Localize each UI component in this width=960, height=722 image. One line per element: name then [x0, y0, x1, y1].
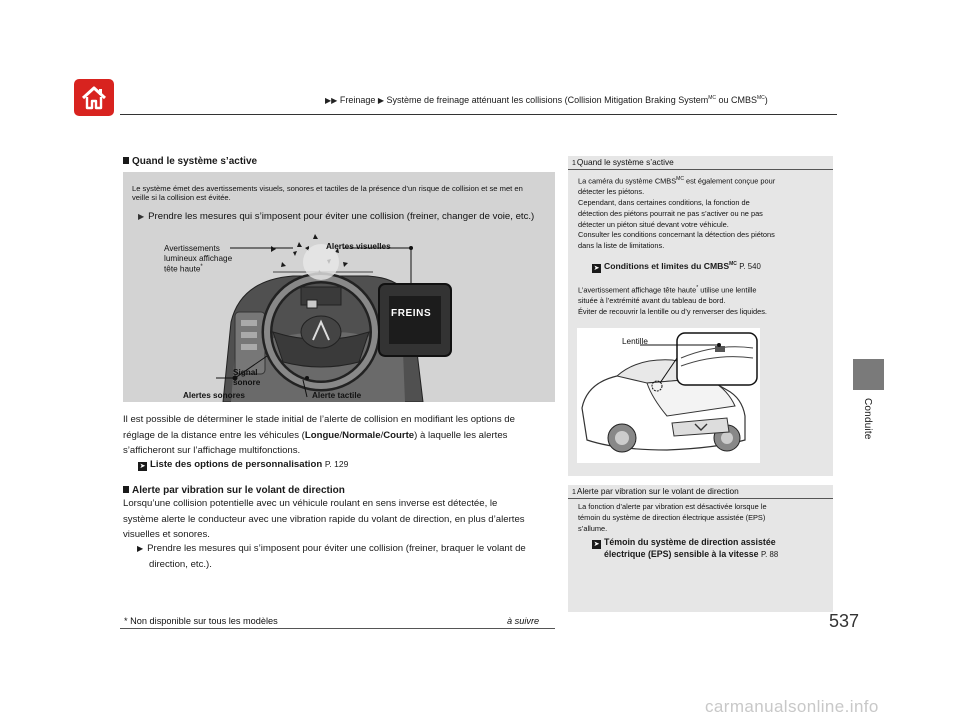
chapter-tab-label: Conduite — [862, 398, 873, 440]
footnote — [124, 616, 278, 626]
option-normale: Normale — [342, 429, 381, 441]
note-line: détecter un piéton situé devant votre véhicule. — [578, 219, 729, 229]
square-bullet-icon — [123, 157, 129, 164]
xref-arrow-icon: ➤ — [593, 541, 600, 548]
note-line: Cependant, dans certaines conditions, la fonction de — [578, 198, 750, 208]
continued-label: à suivre — [507, 616, 540, 626]
note-text: est également conçue pour — [683, 176, 776, 186]
chapter-tab[interactable] — [853, 359, 884, 390]
note-text: La caméra du système CMBS — [578, 176, 677, 186]
xref-line — [592, 549, 778, 560]
xref-label: électrique (EPS) sensible à la vitesse — [604, 549, 759, 559]
text-line: s’afficheront sur l’affichage multifonctions. — [123, 445, 301, 457]
arrow-bullet-icon: ▶ — [137, 544, 144, 553]
xref-arrow-icon: ➤ — [139, 463, 146, 470]
note-text-block — [578, 174, 826, 252]
label-line: Avertissements — [164, 244, 220, 253]
note-line: située à l’extrémité avant du tableau de bord. — [578, 296, 726, 306]
trademark-sup: MC — [757, 95, 765, 101]
note-line — [578, 283, 826, 296]
text-line: Il est possible de déterminer le stade initial de l’alerte de collision en modifiant les options de — [123, 414, 515, 425]
footnote-text: Non disponible sur tous les modèles — [130, 616, 278, 626]
header-divider — [120, 114, 837, 115]
section-heading-vibration — [123, 485, 345, 496]
text-line: système alerte le conducteur avec une vibration rapide du volant de direction, en plus d’alertes — [123, 513, 525, 525]
freins-display-text: FREINS — [391, 308, 432, 319]
cockpit-drawing — [123, 172, 555, 402]
note-text: utilise une lentille — [698, 285, 757, 295]
footnote-star: * — [696, 285, 699, 291]
note-text: L’avertissement affichage tête haute — [578, 285, 697, 295]
note-line: Consulter les conditions concernant la détection des piétons — [578, 230, 775, 240]
breadcrumb-arrow-icon: ▶▶ — [325, 96, 338, 105]
note-number-icon: 1 — [572, 489, 576, 496]
note-line: s’allume. — [578, 523, 608, 533]
text-run: réglage de la distance entre les véhicules ( — [123, 429, 305, 441]
sidebar-note-vibration — [568, 485, 833, 612]
xref-line — [592, 537, 778, 549]
text-line: direction, etc.). — [149, 558, 212, 570]
note-heading — [568, 485, 833, 499]
text-line: Lorsqu’une collision potentielle avec un véhicule roulant en sens inverse est détectée, le — [123, 498, 498, 509]
footnote-star: * — [200, 264, 203, 270]
figure-bullet — [138, 210, 538, 223]
label-text: tête haute — [164, 264, 201, 274]
trademark-sup: MC — [729, 261, 737, 268]
text-line — [123, 428, 558, 444]
label-line: Signal — [233, 368, 258, 377]
xref-page: P. 540 — [739, 262, 761, 271]
label-sound-alerts: Alertes sonores — [183, 391, 245, 400]
figure-caption: Le système émet des avertissements visuels, sonores et tactiles de la présence d’un risque de collision et se met en veille si la collision est évitée. — [132, 184, 523, 202]
xref-page: P. 88 — [760, 550, 779, 559]
note-line: La fonction d’alerte par vibration est désactivée lorsque le — [578, 502, 767, 511]
option-courte: Courte — [383, 429, 415, 441]
breadcrumb-item-freinage[interactable]: Freinage — [339, 95, 376, 105]
footnote-star: * — [124, 616, 128, 626]
xref-label: Liste des options de personnalisation — [150, 459, 323, 470]
breadcrumb-text: ) — [764, 95, 768, 105]
breadcrumb-item-current — [387, 95, 768, 105]
note-line: détection des piétons pourrait ne pas s’activer ou ne pas — [578, 208, 763, 218]
note-text-block — [578, 283, 826, 318]
xref-page: P. 129 — [324, 459, 349, 469]
bullet-text: Prendre les mesures qui s’imposent pour éviter une collision (freiner, braquer le volant de — [147, 543, 526, 554]
xref-label: Conditions et limites du CMBS — [604, 261, 730, 271]
label-lens: Lentille — [622, 337, 648, 346]
xref-customization-list[interactable] — [138, 459, 348, 471]
note-line: dans la liste de limitations. — [578, 241, 665, 251]
note-line — [578, 174, 826, 187]
note-line: témoin du système de direction électrique assistée (EPS) — [578, 512, 766, 522]
watermark: carmanualsonline.info — [705, 697, 879, 716]
note-heading-text: Alerte par vibration sur le volant de direction — [576, 486, 739, 496]
breadcrumb-arrow-icon: ▶ — [377, 96, 385, 105]
option-longue: Longue — [304, 429, 340, 441]
footer-divider — [120, 628, 555, 629]
lens-illustration — [577, 328, 760, 463]
heading-text: Quand le système s’active — [132, 156, 258, 167]
label-tactile-alert: Alerte tactile — [312, 391, 362, 400]
breadcrumb — [325, 95, 768, 105]
note-number-icon: 1 — [572, 160, 576, 167]
xref-arrow-icon: ➤ — [593, 265, 600, 272]
trademark-sup: MC — [708, 95, 716, 101]
label-hud-warning — [164, 244, 232, 274]
section-heading-activation — [123, 156, 257, 167]
note-line: Éviter de recouvrir la lentille ou d’y renverser des liquides. — [578, 307, 767, 317]
text-run: ) à laquelle les alertes — [414, 429, 508, 441]
label-audible-signal — [233, 368, 260, 387]
figure-bullet-text: Prendre les mesures qui s’imposent pour éviter une collision (freiner, changer de voie, etc.) — [148, 211, 535, 222]
vehicle-drawing — [577, 328, 760, 463]
page-number: 537 — [829, 611, 860, 631]
warning-illustration — [123, 172, 555, 402]
trademark-sup: MC — [676, 176, 684, 182]
note-heading-text: Quand le système s’active — [576, 157, 674, 167]
section2-bullet — [137, 541, 562, 572]
breadcrumb-text: ou CMBS — [715, 95, 757, 105]
text-line — [137, 541, 562, 557]
note-heading — [568, 156, 833, 170]
label-line: lumineux affichage — [164, 253, 233, 263]
section1-paragraph — [123, 412, 558, 459]
text-run: / — [339, 429, 343, 441]
house-icon — [80, 85, 108, 111]
label-line: sonore — [233, 377, 261, 387]
section2-paragraph — [123, 496, 563, 543]
text-run: / — [380, 429, 384, 441]
arrow-bullet-icon: ▶ — [138, 212, 145, 221]
square-bullet-icon — [123, 486, 129, 493]
label-line — [164, 263, 232, 274]
note-text-block — [578, 502, 826, 534]
label-visual-alerts: Alertes visuelles — [326, 242, 391, 251]
xref-cmbs-limits[interactable] — [592, 261, 761, 273]
heading-text: Alerte par vibration sur le volant de direction — [132, 485, 345, 496]
breadcrumb-text: Système de freinage atténuant les collisions (Collision Mitigation Braking System — [386, 95, 709, 105]
xref-label: Témoin du système de direction assistée — [604, 537, 776, 547]
note-line: détecter les piétons. — [578, 187, 645, 197]
home-button[interactable] — [74, 79, 114, 116]
text-line: visuelles et sonores. — [123, 529, 210, 541]
xref-eps-indicator[interactable] — [592, 537, 778, 560]
